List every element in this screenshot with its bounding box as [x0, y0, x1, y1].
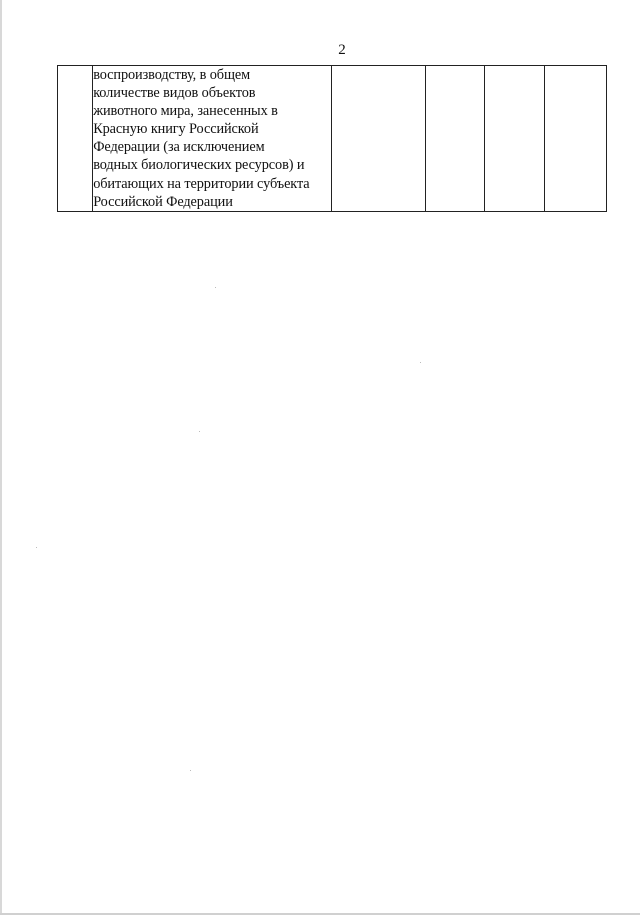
- value-cell-4: [544, 66, 606, 212]
- scan-speck: [420, 362, 421, 363]
- indicator-description-cell: [93, 66, 332, 212]
- value-cell-3: [485, 66, 544, 212]
- description-line: Федерации (за исключением: [93, 139, 265, 156]
- indicator-table: [57, 65, 607, 212]
- scan-speck: [215, 287, 216, 288]
- table-row: [58, 66, 607, 212]
- description-line: количестве видов объектов: [93, 85, 256, 102]
- description-line: воспроизводству, в общем: [93, 67, 251, 83]
- value-cell-1: [332, 66, 426, 212]
- value-cell-2: [425, 66, 484, 212]
- scan-speck: [36, 547, 37, 548]
- description-line: Российской Федерации: [93, 193, 233, 210]
- scan-speck: [190, 770, 191, 771]
- description-line: Красную книгу Российской: [93, 121, 259, 138]
- page-number: 2: [338, 42, 346, 58]
- description-line: обитающих на территории субъекта: [93, 175, 310, 192]
- scan-speck: [199, 431, 200, 432]
- description-line: водных биологических ресурсов) и: [93, 157, 305, 174]
- description-line: животного мира, занесенных в: [93, 103, 278, 120]
- scan-edge-left: [0, 0, 2, 915]
- row-number-cell: [58, 66, 93, 212]
